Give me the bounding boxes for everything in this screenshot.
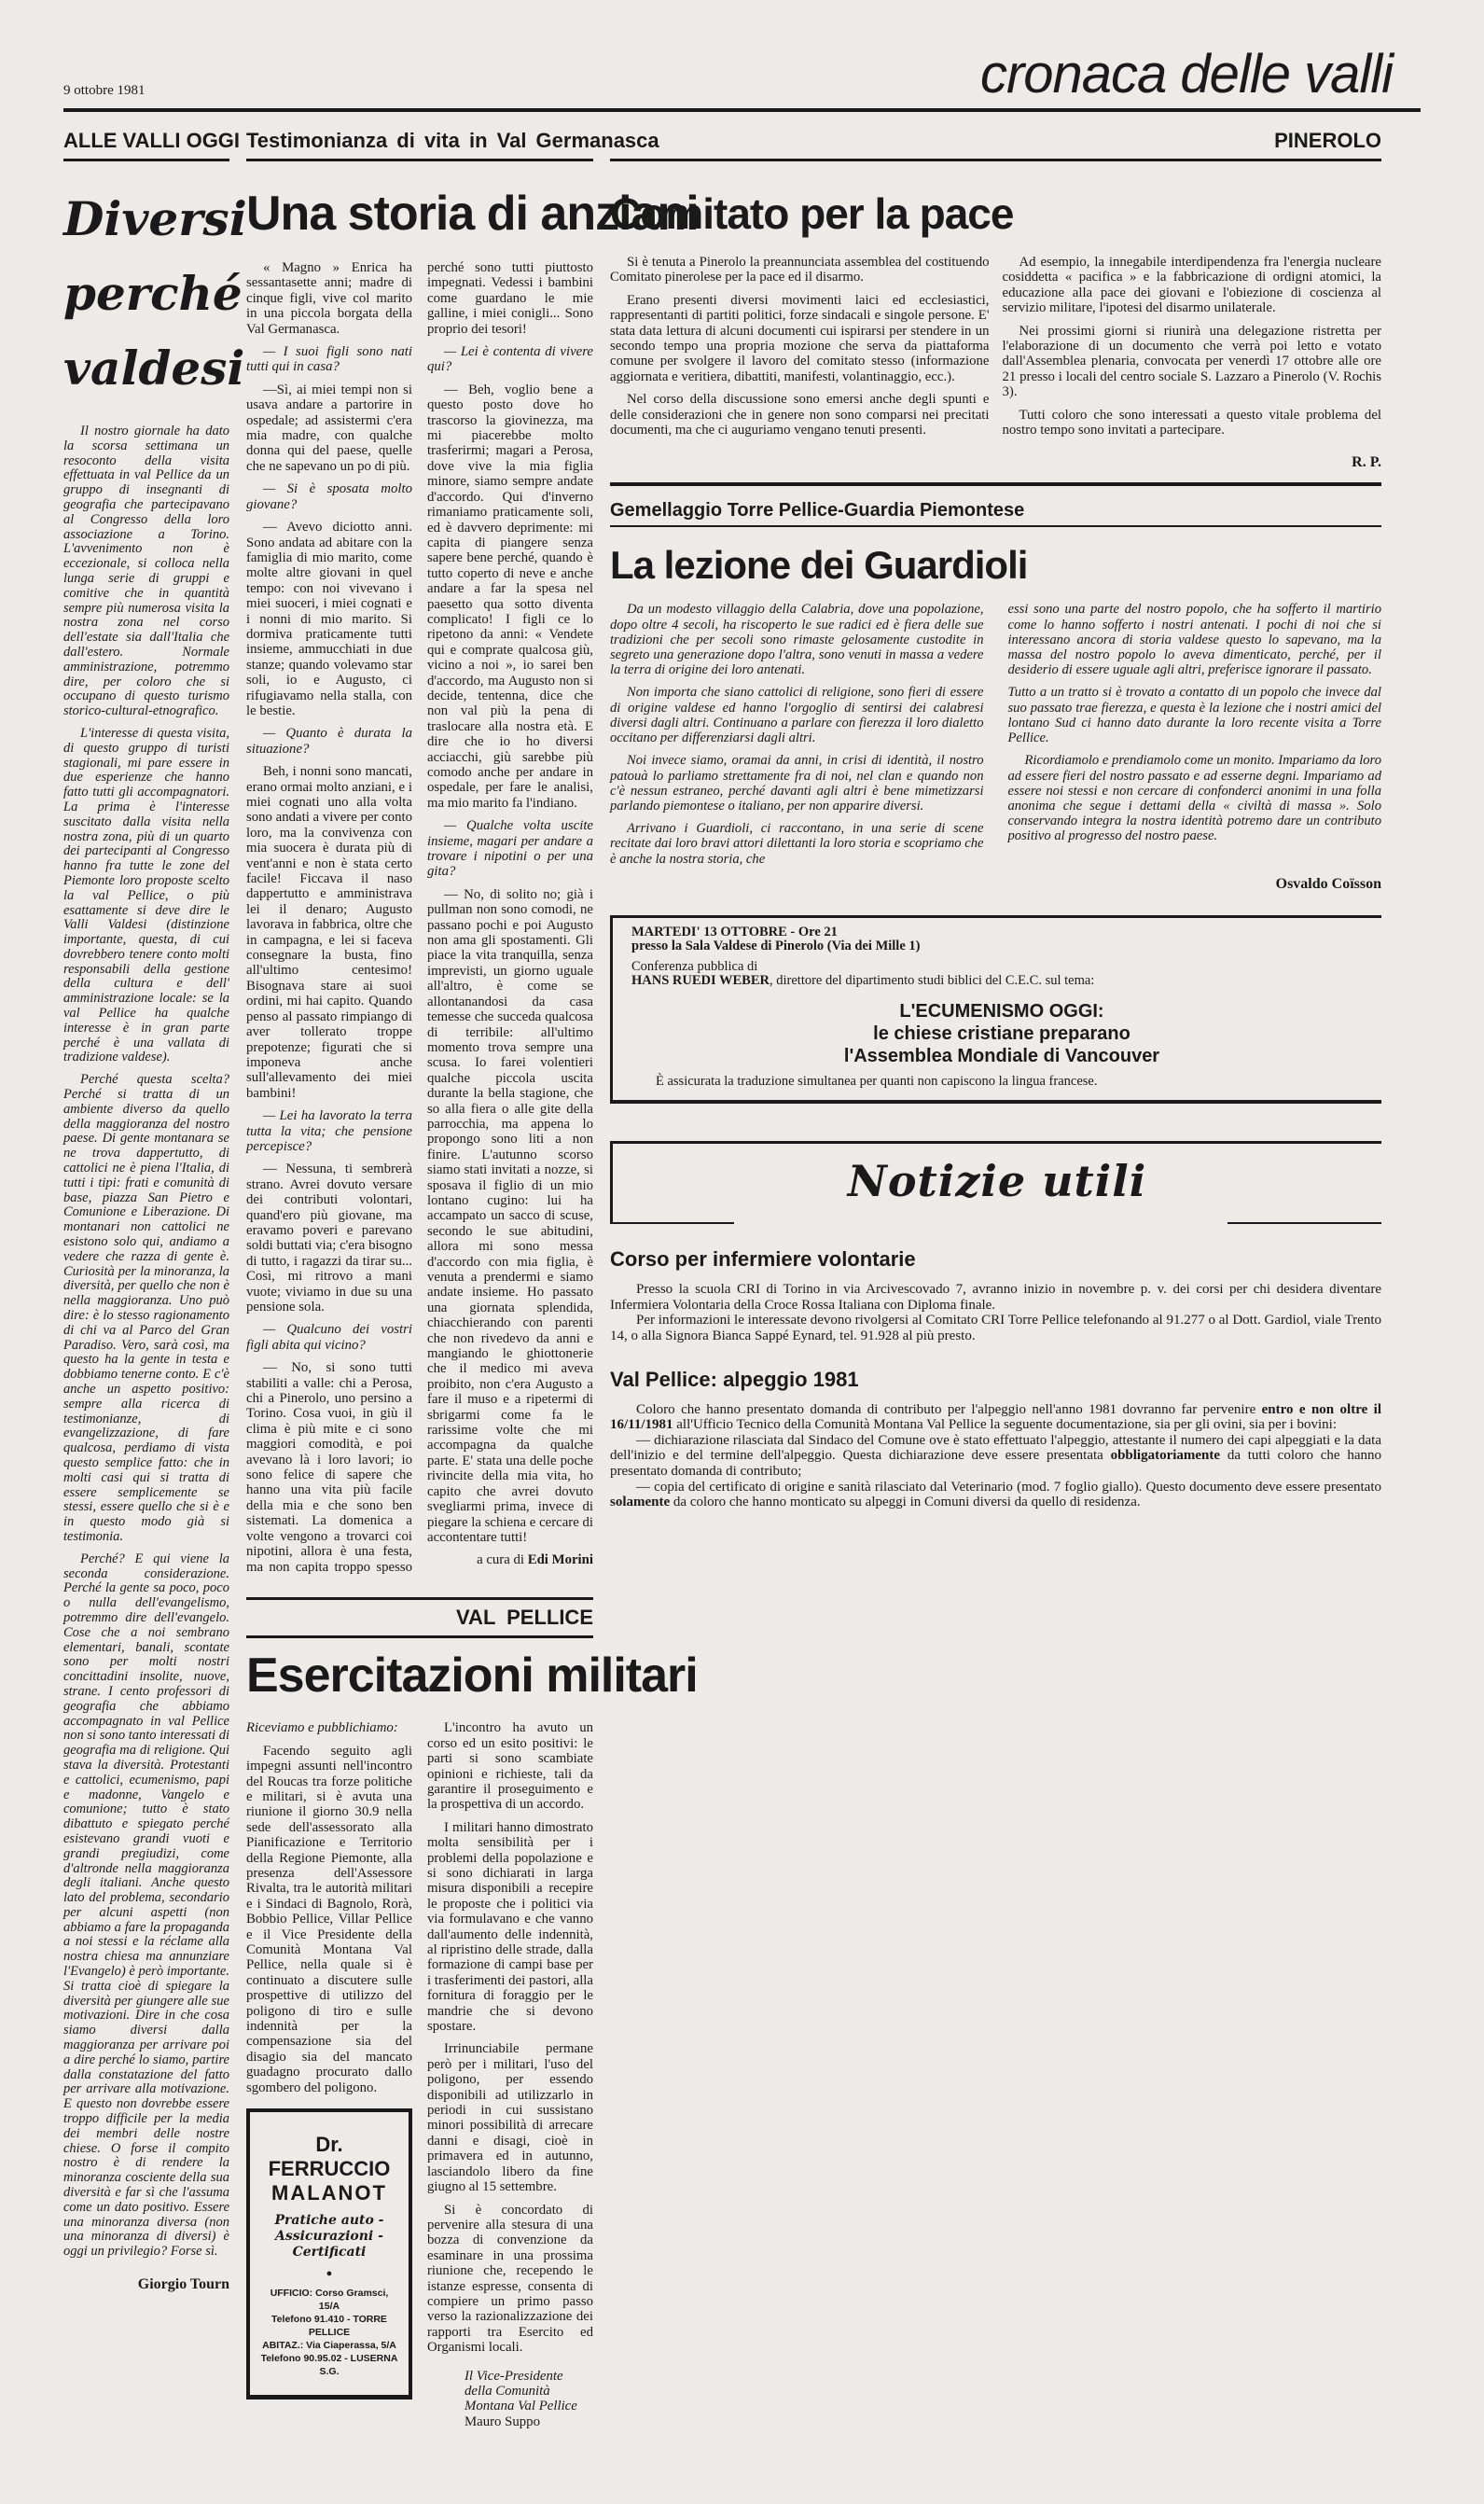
column-pinerolo <box>610 129 1381 1510</box>
paragraph: Facendo seguito agli impegni assunti nell'incontro del Roucas tra forze politiche e militari, si è avuta una riunione il giorno 30.9 nella sede dell'assessorato alla Pianificazione e Territorio della Regione Piemonte, alla presenza dell'Assessore Rivalta, tra le autorità militari e i Sindaci di Bagnolo, Rorà, Bobbio Pellice, Villar Pellice e il Vice Presidente della Comunità Montana Val Pellice, nella quale si è continuato a discutere sulle prospettive di utilizzo del poligono di tiro e sulle indennità per la compensazione sia del disagio sia del mancato guadagno procurato dallo sgombero del poligono. <box>246 1743 412 2095</box>
intro: Riceviamo e pubblichiamo: <box>246 1720 398 1736</box>
paragraph: Arrivano i Guardioli, ci raccontano, in una serie di scene recitate dai loro bravi attori dilettanti la loro storia e scopriamo che è anche la nostra storia, che <box>610 821 984 867</box>
paragraph: Erano presenti diversi movimenti laici ed ecclesiastici, rappresentanti di partiti politici, forze sindacali e singole persone. E' stata data lettura di alcuni documenti cui ispirarsi per stendere in un secondo tempo una propria mozione che serva da piattaforma comune per svolgere il lavoro del comitato stesso (informazione aggiornata e veritiera, dibattiti, manifesti, volantinaggio, ecc.). <box>610 292 990 384</box>
paragraph: Non importa che siano cattolici di religione, sono fieri di essere di origine valdese ed hanno l'orgoglio di sentirsi dei calabresi diversi dagli altri. Continuano a parlare con fierezza il loro dialetto occitano per differenziarsi dagli altri. <box>610 685 984 746</box>
ad-name-2: MALANOT <box>271 2181 387 2205</box>
paragraph <box>610 1433 1381 1480</box>
paragraph: Nel corso della discussione sono emersi anche degli spunti e delle considerazioni che in genere non sono comparsi nei precitati documenti, ma che ci auguriamo vengano tenuti presenti. <box>610 392 990 438</box>
paragraph: Irrinunciabile permane però per i militari, l'uso del poligono, per essendo disponibili ad utilizzarlo in periodi in cui sussistano minori possibilità di arrecare danni e disagi, cioè in primavera ed in autunno, lasciandolo libero da fine giugno al 15 settembre. <box>427 2041 593 2195</box>
rule-notizie-left <box>610 1222 734 1224</box>
answer: — Nessuna, ti sembrerà strano. Avrei dovuto versare dei contributi volontari, quand'ero più giovane, ma eravamo poveri e parevano soldi buttati via; c'era bisogno di tutto, i ragazzi da tirar su... Così, mi ritrovo a mani vuote; viviamo in due su una pensione sola. <box>246 1162 412 1315</box>
paragraph: Ad esempio, la innegabile interdipendenza fra l'energia nucleare cosiddetta « pacifica » e la fabbricazione di ordigni atomici, la educazione alla pace dei giovani e l'obiezione di coscienza al servizio militare, l'ipotesi del disarmo unilaterale. <box>1002 255 1381 316</box>
paragraph: Ricordiamolo e prendiamolo come un monito. Impariamo da loro ad essere fieri del nostro passato e ad esserne degni. Impariamo ad essere noi stessi e non cercare di confonderci anonimi in una folla anonima che segue i dettami della « civiltà di massa ». Solo conservando integra la nostra identità potremo dare un contributo positivo al progresso del nostro paese. <box>1007 753 1381 844</box>
ad-services: Pratiche auto - Assicurazioni - Certificati <box>274 2213 384 2261</box>
article-guardioli-title: La lezione dei Guardioli <box>610 543 1028 588</box>
title-line: perché <box>63 266 243 321</box>
author-rp: R. P. <box>1352 454 1381 471</box>
answer: —Sì, ai miei tempi non si usava andare a partorire in ospedale; ad assistermi c'era mia madre, con qualche donna qui del paese, quelle che ne sapevano un po di più. <box>246 382 412 474</box>
question: — Qualche volta uscite insieme, magari per andare a trovare i nipotini o per una gita? <box>427 818 593 880</box>
paragraph: L'interesse di questa visita, di questo gruppo di turisti stagionali, mi pare essere in due esperienze che hanno fatto tutti gli accompagnatori. La prima è l'interesse suscitato dalla visita nella nostra zona, più di un quarto dei partecipanti al Congresso hanno fra tutte le zone del Piemonte loro proposte scelto la val Pellice, o più esattamente si deve dire le Valli Valdesi (distinzione importante, questa, di cui dovrebbero tenere conto molti responsabili della gestione della cultura e dell' amministrazione locale: se la val Pellice ha qualche interesse è in gran parte perché è una vallata di tradizione valdese). <box>63 725 229 1065</box>
notice-speaker-line <box>631 974 1372 989</box>
paragraph <box>610 1480 1381 1510</box>
title-line: valdesi <box>63 341 245 396</box>
notice-intro: Conferenza pubblica di <box>631 958 758 974</box>
text: all'Ufficio Tecnico della Comunità Montana Val Pellice la seguente documentazione, sia per gli ovini, sia per i bovini: <box>673 1417 1337 1433</box>
notice-head <box>631 925 1372 954</box>
corso-title: Corso per infermiere volontarie <box>610 1247 916 1272</box>
author-osvaldo-coisson: Osvaldo Coïsson <box>1275 875 1381 892</box>
alpeggio-body <box>610 1402 1381 1510</box>
answer: Beh, i nonni sono mancati, erano ormai molto anziani, e i miei cognati uno alla volta sono andati a vivere per conto loro, ma la convivenza con mia suocera è durata più di vent'anni e non è stata certo facile! Ficcava il naso dappertutto e amministrava lei il denaro; Augusto lavorava in fabbrica, oltre che in campagna, e lei si faceva consegnare la busta, fino all'ultimo centesimo! Bisognava stare ai suoi ordini, mi hai capito. Quando penso al passato rimpiango di aver tollerato troppe prepotenze; figurati che si imponeva anche sull'allevamento dei miei bambini! <box>246 764 412 1101</box>
notice-theme-1: L'ECUMENISMO OGGI: <box>899 1000 1104 1022</box>
notice-footer: È assicurata la traduzione simultanea per quanti non capiscono la lingua francese. <box>656 1073 1098 1089</box>
paragraph: Da un modesto villaggio della Calabria, dove una popolazione, dopo oltre 4 secoli, ha riscoperto le sue radici ed è fiera delle sue tradizioni che per secoli sono rimaste gelosamente custodite in segreto una generazione dopo l'altra, sono venuti in massa a vedere la terra di origine dei loro antenati. <box>610 602 984 678</box>
answer: — Beh, voglio bene a questo posto dove ho trascorso la giovinezza, ma mi piacerebbe molto trasferirmi; magari a Perosa, dove vive la mia figlia minore, siamo sempre andate d'accordo. Qui d'inverno rimaniamo praticamente soli, ed è davvero deprimente: mi capita di piangere senza sapere bene perché, quando è tutto coperto di neve e anche andare a far la spesa nel paesetto qua sotto diventa complicato! I figli ce lo ripetono da anni: « Vendete qui e comprate qualcosa giù, vicino a noi », io sarei ben d'accordo, ma Augusto non si decide, tentenna, dice che non val più la pena di traslocare alla nostra età. E dire che io ho diversi acciacchi, giù sarebbe più comodo anche per andare in ospedale, per fare le analisi, ma mio marito fa l'indiano. <box>427 382 593 811</box>
question: — Lei ha lavorato la terra tutta la vita; che pensione percepisce? <box>246 1108 412 1154</box>
article-diversi-title <box>63 182 247 406</box>
notice-speaker-block <box>631 960 1372 989</box>
ad-name-1: FERRUCCIO <box>268 2157 391 2181</box>
title-line: Diversi <box>63 191 247 246</box>
text: — copia del certificato di origine e sanità rilasciato dal Veterinario (mod. 7 foglio giallo). Questo documento deve essere presentato <box>636 1479 1381 1495</box>
answer: — Avevo diciotto anni. Sono andata ad abitare con la famiglia di mio marito, come molte altre giovani in quel tempo: con noi vivevano i miei suoceri, i miei cognati e i nonni di mio marito. Si dormiva praticamente tutti insieme, ammucchiati in due stanze; quando volevamo star soli, io e Augusto, ci rifugiavamo nella stalla, con le bestie. <box>246 520 412 718</box>
credit <box>427 1552 593 1567</box>
text: Coloro che hanno presentato domanda di contributo per l'alpeggio nell'anno 1981 dovranno far pervenire <box>636 1401 1262 1417</box>
corso-body <box>610 1282 1381 1343</box>
ad-line: ABITAZ.: Via Ciaperassa, 5/A <box>262 2340 396 2352</box>
paragraph: Si è tenuta a Pinerolo la preannunciata assemblea del costituendo Comitato pinerolese per la pace ed il disarmo. <box>610 255 990 285</box>
emphasis: solamente <box>610 1495 671 1510</box>
ad-line: Telefono 91.410 - TORRE PELLICE <box>271 2314 387 2339</box>
column-alle-valli-oggi <box>63 129 247 2293</box>
text: da coloro che hanno monticato su alpeggi in Comuni diversi da quello di residenza. <box>670 1495 1141 1510</box>
paragraph: Tutto a un tratto si è trovato a contatto di un popolo che invece dal suo passato trae fierezza, e questa è la lezione che i nostri amici del lontano Sud ci hanno dato durante la loro recente visita a Torre Pellice. <box>1007 685 1381 746</box>
paragraph: Si è concordato di pervenire alla stesura di una bozza di convenzione da esaminare in una prossima riunione che, recependo le istanze espresse, consenta di compiere un primo passo verso la razionalizzazione dei rapporti tra Esercito ed Organismi locali. <box>427 2202 593 2356</box>
paragraph: essi sono una parte del nostro popolo, che ha sofferto il martirio come lo hanno sofferto i nostri antenati. I pochi di noi che si interessano ancora di storia valdese questo lo sapevano, ma la massa del nostro popolo lo aveva dimenticato, perché, per il desiderio di essere uguale agli altri, preferisce ignorare il passato. <box>1007 602 1381 678</box>
notice-ecumenismo <box>610 915 1381 1105</box>
answer: — No, di solito no; già i pullman non sono comodi, ne passano pochi e poi Augusto non ama gli spostamenti. Gli piace la vita tranquilla, senza imprevisti, un giorno uguale all'altro, è come se allontanandosi da casa temesse che succeda qualcosa di terribile: all'ultimo momento trova sempre una scusa. Io farei volentieri qualche piccola uscita durante la bella stagione, che so alla fiera o alle gite della parrocchia, ma appena lo propongo sono liti a non finire. L'autunno scorso siamo stati invitati a nozze, si sposava il figlio di un mio lontano cugino: lui ha accampato un sacco di scuse, secondo le sue abitudini, allora mi sono messa d'accordo con mia figlia, è venuta a prendermi e siamo andate insieme. Ho passato una giornata splendida, chiacchierando con parenti che non rivedevo da anni e mangiando le ghiottonerie che il medico mi aveva proibito, non c'era Augusto a fare il muso e a ripetermi di sbrigarmi come fa le rarissime volte che mi accompagna da qualche parte. E' stata una delle poche rivincite della mia vita, ho capito che avrei dovuto svegliarmi prima, invece di piegare la schiena e cercare di accontentare tutti! <box>427 886 593 1545</box>
paragraph: Tutti coloro che sono interessati a questo vitale problema del nostro tempo sono invitati a partecipare. <box>1002 407 1381 438</box>
guardioli-kicker: Gemellaggio Torre Pellice-Guardia Piemontese <box>610 486 1381 527</box>
alpeggio-title: Val Pellice: alpeggio 1981 <box>610 1367 859 1391</box>
article-pace-title: Comitato per la pace <box>610 189 1014 238</box>
question: — Qualcuno dei vostri figli abita qui vicino? <box>246 1322 412 1353</box>
rule-notizie-right <box>1227 1222 1381 1224</box>
question: — I suoi figli sono nati tutti qui in casa? <box>246 344 412 375</box>
notizie-utili-rules <box>610 1222 1381 1224</box>
ad-title: Dr. <box>315 2133 343 2157</box>
section-val-pellice: VAL PELLICE <box>246 1606 593 1638</box>
paragraph <box>610 1402 1381 1433</box>
paragraph: Noi invece siamo, oramai da anni, in crisi di identità, il nostro patouà lo parliamo strettamente fra di noi, nel clan e quando non c'è nessun estraneo, perché davanti agli altri è bene mimetizzarsi parlando piemontese o italiano, per non apparire diversi. <box>610 753 984 814</box>
deadline: entro e non oltre il 16/11/1981 <box>610 1401 1381 1433</box>
article-esercitazioni-title: Esercitazioni militari <box>246 1648 698 1704</box>
article-guardioli-body <box>610 602 1381 866</box>
paragraph: Perché questa scelta? Perché si tratta di un ambiente diverso da quello della maggioranza del nostro paese. Di gente montanara se ne trova dappertutto, di cattolici ne è piena l'Italia, di tutti i tipi: frati e comunità di base, piazza San Pietro e Comunione e Liberazione. Di montanari non cattolici ne esistono solo qui, andiamo a vedere che razza di gente è. Curiosità per la minoranza, la diversità, per quello che non è nella maggioranza. Uno può dire: è lo stesso ragionamento di chi va al Parco del Gran Paradiso. Vero, sarà così, ma questo ha la gente in testa e dobbiamo tenerne conto. E c'è anche un aspetto positivo: sempre alla ricerca di testimonianze, di evangelizzazione, di fare qualcosa, perdiamo di vista questo semplice fatto: che in molti casi qui si tratta di essere semplicemente se stessi, essere quello che si è e in questo modo già si testimonia. <box>63 1072 229 1544</box>
answer: — No, si sono tutti stabiliti a valle: chi a Perosa, chi a Pinerolo, uno persino a Torino. Cosa vuoi, in giù il clima è più mite e ci sono maggiori comodità, e poi avevano là i loro lavori; io sono felice di sapere che hanno una vita più facile della mia e che sono ben sistemati. La domenica a volte vengono a trovarci coi nipotini, allora è una festa, ma non capita troppo spesso perché sono tutti piuttosto impegnati. Vedessi i bambini come guardano le mie galline, i miei conigli... Sono proprio dei tesori! <box>246 260 593 1575</box>
paragraph: Nei prossimi giorni si riunirà una delegazione ristretta per l'elaborazione di un documento che verrà poi letto e votato dall'Assemblea plenaria, convocata per venerdì 17 ottobre alle ore 21 presso i locali del centro sociale S. Lazzaro a Pinerolo (V. Rochis 3). <box>1002 323 1381 400</box>
masthead-title: cronaca delle valli <box>979 44 1393 104</box>
section-pinerolo: PINEROLO <box>610 129 1381 161</box>
paragraph: Il nostro giornale ha dato la scorsa settimana un resoconto della visita effettuata in val Pellice da un gruppo di insegnanti di geografia che partecipavano al Congresso della loro associazione a Torino. L'avvenimento non è eccezionale, si colloca nella lunga serie di gruppi e comitive che in quantità sempre più numerosa visita la nostra zona nel corso dell'estate sia dall'Italia che dall'estero. Normale amministrazione, potremmo dire, per coloro che si occupano di questo turismo storico-cultural-etnografico. <box>63 424 229 719</box>
article-pace-body <box>610 255 1381 445</box>
val-pellice-section <box>246 1597 698 2429</box>
paragraph: Presso la scuola CRI di Torino in via Arcivescovado 7, avranno inizio in novembre p. v. dei corsi per chi desidera diventare Infermiera Volontaria della Croce Rossa Italiana con Diploma finale. <box>610 1282 1381 1313</box>
emphasis: obbligatoriamente <box>1110 1448 1221 1464</box>
article-anziani-body <box>246 260 593 1575</box>
ad-bullet: ● <box>326 2268 333 2280</box>
ad-line: Telefono 90.95.02 - LUSERNA S.G. <box>260 2353 398 2378</box>
notice-theme-3: l'Assemblea Mondiale di Vancouver <box>843 1045 1160 1066</box>
notice-venue: presso la Sala Valdese di Pinerolo (Via dei Mille 1) <box>631 939 921 954</box>
credit-name: Edi Morini <box>527 1552 593 1568</box>
notice-theme <box>631 1000 1372 1067</box>
signature <box>427 2369 593 2430</box>
notice-speaker: HANS RUEDI WEBER <box>631 973 770 989</box>
article-diversi-body <box>63 424 229 2267</box>
advertisement-malanot <box>246 2108 412 2400</box>
paragraph: Per informazioni le interessate devono rivolgersi al Comitato CRI Torre Pellice telefonando al 91.277 o al Dott. Gardiol, viale Trento 14, o alla Signora Bianca Sappé Eynard, tel. 91.928 al più presto. <box>610 1313 1381 1343</box>
text: da tutti coloro che hanno presentato domanda di contributo; <box>610 1448 1381 1479</box>
newspaper-page <box>63 0 1421 2504</box>
notizie-utili-frame <box>610 1141 1381 1222</box>
section-testimonianza: Testimonianza di vita in Val Germanasca <box>246 129 593 161</box>
section-alle-valli-oggi: ALLE VALLI OGGI <box>63 129 229 161</box>
issue-date: 9 ottobre 1981 <box>63 83 146 98</box>
notice-theme-2: le chiese cristiane preparano <box>873 1022 1130 1044</box>
notice-speaker-role: , direttore del dipartimento studi biblici del C.E.C. sul tema: <box>770 973 1095 989</box>
article-anziani-title: Una storia di anziani <box>246 187 699 241</box>
author-giorgio-tourn: Giorgio Tourn <box>137 2276 229 2293</box>
ad-line: UFFICIO: Corso Gramsci, 15/A <box>270 2288 389 2313</box>
question: — Lei è contenta di vivere qui? <box>427 344 593 375</box>
paragraph: Perché? E qui viene la seconda considerazione. Perché la gente sa poco, poco o nulla dell'evangelismo, potremmo dire dell'evangelo. Cose che a noi sembrano elementari, banali, scontate sono per molti nostri concittadini insolite, nuove, strane. I cento professori di geografia che abbiamo accompagnato in val Pellice non si sono tanto interessati di geografia ma di religione. Qui stava la diversità. Protestanti e cattolici, ecumenismo, papi e madonne, Vangelo e comunione; tutto è stato dibattuto e spiegato perché esistevano grandi vuoti e grandi pregiudizi, come d'altronde nella maggioranza degli italiani. Anche questo lato del problema, secondario per alcuni aspetti (non abbiamo a fare la propaganda a noi stessi e la réclame alla nostra chiesa ma annunziare l'Evangelo) è però importante. Si tratta cioè di spiegare la diversità per giungere alle sue motivazioni. Dire in che cosa siamo diversi dalla maggioranza per arrivare poi a dire perché lo siamo, partire dalla constatazione del fatto per arrivare alla motivazione. E questo non dovrebbe essere troppo difficile per la media dei membri delle nostre chiese. O forse il compito nostro è di rendere la minoranza cosciente della sua diversità e far sì che l'assuma come un dato positivo. Essere una minoranza diversa (non una minoranza di diversi) è oggi un privilegio? Forse sì. <box>63 1551 229 2260</box>
article-esercitazioni-body <box>246 1720 593 2429</box>
question: — Si è sposata molto giovane? <box>246 481 412 512</box>
paragraph: L'incontro ha avuto un corso ed un esito positivi: le parti si sono scambiate opinioni e richieste, tali da garantire il proseguimento e la prospettiva di un accordo. <box>427 1720 593 1813</box>
notice-date: MARTEDI' 13 OTTOBRE - Ore 21 <box>631 924 838 939</box>
notizie-utili-title: Notizie utili <box>847 1156 1147 1207</box>
signature-name: Mauro Suppo <box>465 2414 540 2429</box>
text: — dichiarazione rilasciata dal Sindaco del Comune ove è stato effettuato l'alpeggio, attestante il numero dei capi alpeggiati e la data dell'inizio e del termine dell'alpeggio. Questa dichiarazione deve essere presentata <box>610 1432 1381 1464</box>
page-grid <box>63 129 1421 2429</box>
answer: « Magno » Enrica ha sessantasette anni; madre di cinque figli, vive col marito in una piccola borgata della Val Germanasca. <box>246 260 412 337</box>
page-header <box>63 45 1421 112</box>
credit-prefix: a cura di <box>477 1552 524 1568</box>
paragraph: I militari hanno dimostrato molta sensibilità per i problemi della popolazione e si sono dichiarati in larga misura disponibili a recepire le proposte che i politici via via formulavano e che vanno dall'aumento delle indennità, al ripristino delle strade, dalla formazione di campi base per i trasferimenti dei pastori, alla fornitura di foraggio per le mandrie che si devono spostare. <box>427 1819 593 2035</box>
question: — Quanto è durata la situazione? <box>246 726 412 757</box>
signature-role: Il Vice-Presidente della Comunità Montana Val Pellice <box>465 2368 577 2414</box>
